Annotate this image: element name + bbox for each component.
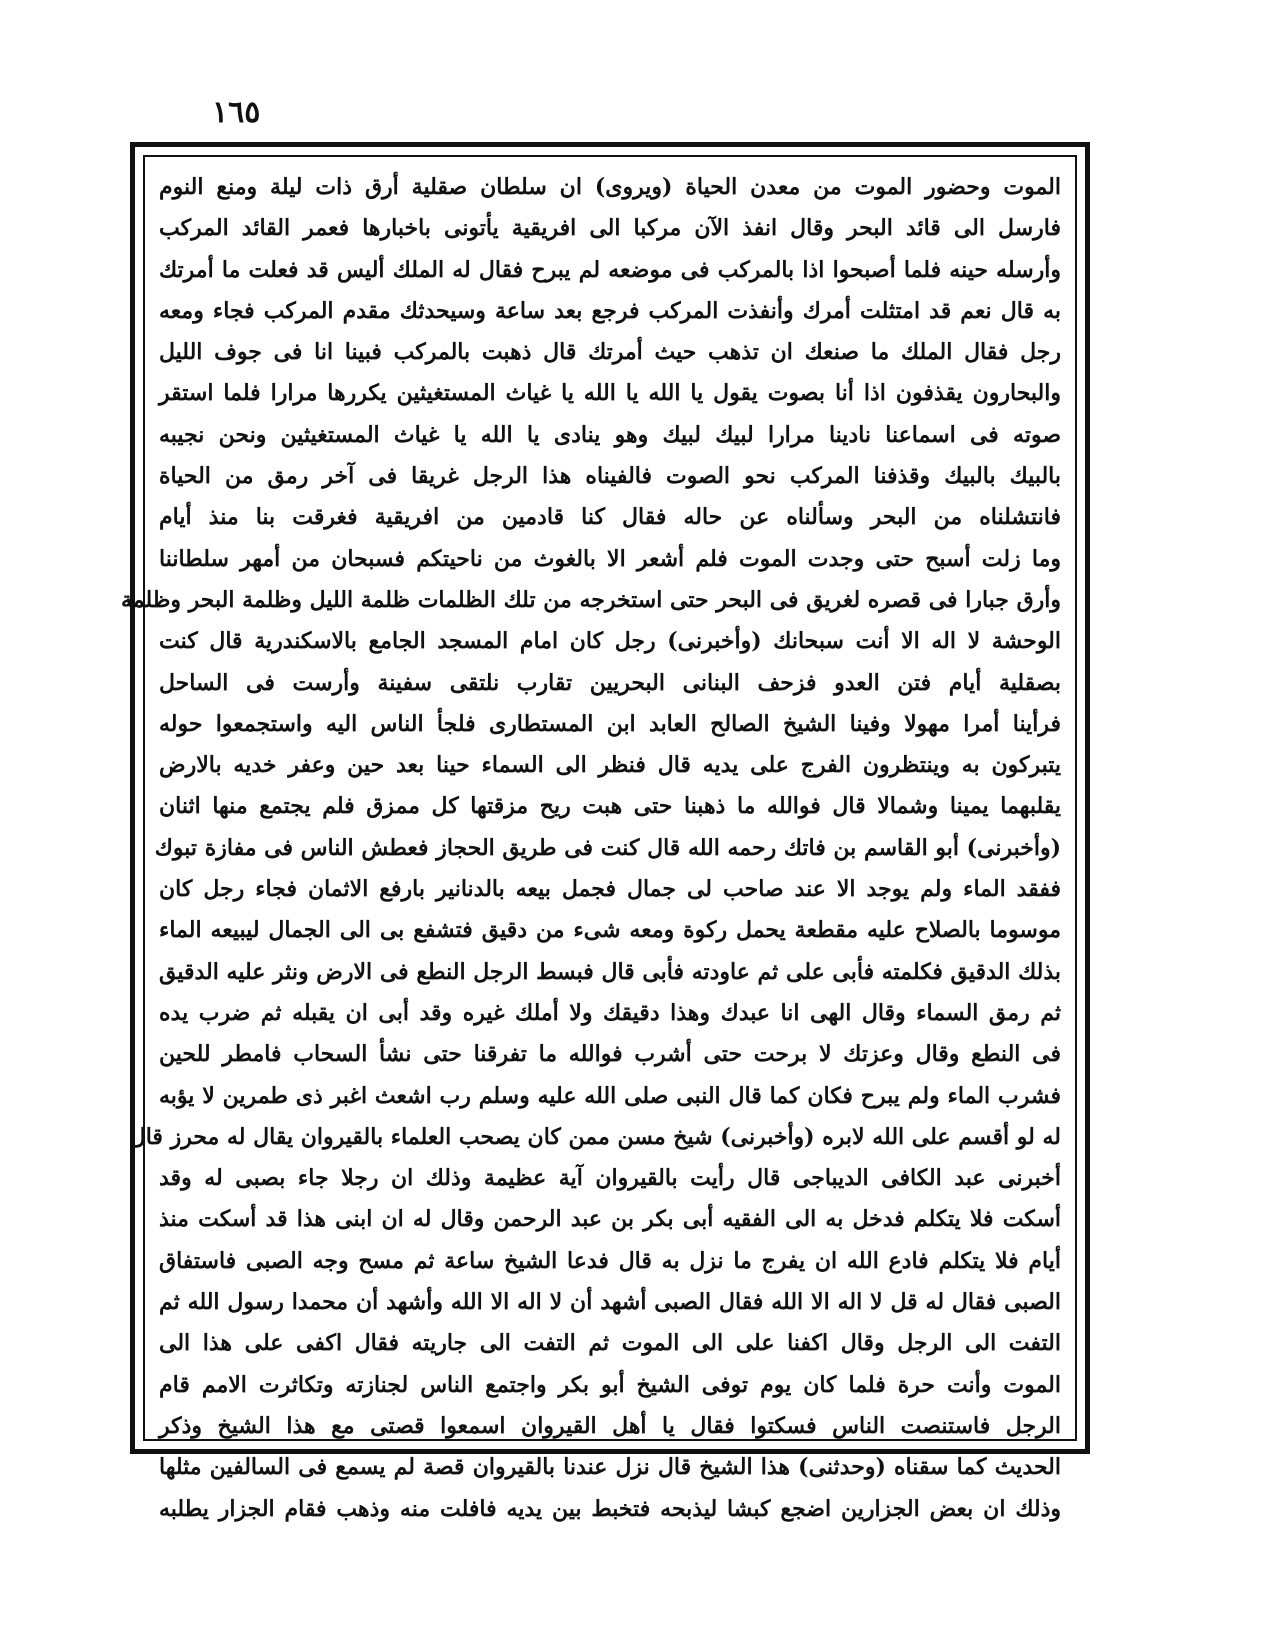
text-line: بصقلية أيام فتن العدو فزحف البنانى البحريين تقارب نلتقى سفينة وأرست فى الساحل xyxy=(159,669,1061,696)
text-line: فرأينا أمرا مهولا وفينا الشيخ الصالح العابد ابن المستطارى فلجأ الناس اليه واستجمعوا حوله xyxy=(159,710,1061,737)
text-line: وذلك ان بعض الجزارين اضجع كبشا ليذبحه فتخبط بين يديه فافلت منه وذهب فقام الجزار يطلبه xyxy=(159,1495,1061,1522)
page-number: ١٦٥ xyxy=(212,95,261,130)
text-line: الوحشة لا اله الا أنت سبحانك (وأخبرنى) رجل كان امام المسجد الجامع بالاسكندرية قال كنت xyxy=(159,628,1061,655)
text-line: أيام فلا يتكلم فادع الله ان يفرج ما نزل به قال فدعا الشيخ ساعة ثم مسح وجه الصبى فاستفاق xyxy=(159,1247,1061,1274)
text-line: وأرق جبارا فى قصره لغريق فى البحر حتى استخرجه من تلك الظلمات ظلمة الليل وظلمة البحر وظلمة xyxy=(121,586,1061,613)
text-line: وأرسله حينه فلما أصبحوا اذا بالمركب فى موضعه لم يبرح فقال له الملك أليس قد فعلت ما أمرتك xyxy=(159,256,1062,283)
page-border-inner xyxy=(121,155,1077,1522)
text-line: موسوما بالصلاح عليه مقطعة يحمل ركوة ومعه شىء من دقيق فتشفع بى الى الجمال ليبيعه الماء xyxy=(159,917,1061,944)
text-line: وما زلت أسبح حتى وجدت الموت فلم أشعر الا بالغوث من ناحيتكم فسبحان من أمهر سلطاننا xyxy=(159,545,1061,572)
text-line: يتبركون به وينتظرون الفرج على يديه قال فنظر الى السماء حينا بعد حين وعفر خديه بالارض xyxy=(159,752,1061,779)
text-line: التفت الى الرجل وقال اكفنا على الى الموت ثم التفت الى جاريته فقال اكفى على هذا الى xyxy=(159,1330,1061,1357)
text-line: ففقد الماء ولم يوجد الا عند صاحب لى جمال فجمل بيعه بالدنانير بارفع الاثمان فجاء رجل كان xyxy=(159,876,1061,903)
text-line: الرجل فاستنصت الناس فسكتوا فقال يا أهل القيروان اسمعوا قصتى مع هذا الشيخ وذكر xyxy=(159,1412,1061,1439)
text-line: الموت وحضور الموت من معدن الحياة (ويروى) ان سلطان صقلية أرق ذات ليلة ومنع النوم xyxy=(159,174,1061,200)
text-line: صوته فى اسماعنا نادينا مرارا لبيك لبيك وهو ينادى يا الله يا غياث المستغيثين ونحن نجيبه xyxy=(159,421,1061,448)
text-line: بذلك الدقيق فكلمته فأبى على ثم عاودته فأبى قال فبسط الرجل النطع فى الارض ونثر عليه الدقيق xyxy=(159,958,1061,985)
text-line: ثم رمق السماء وقال الهى انا عبدك وهذا دقيقك ولا أملك غيره وقد أبى ان يقبله ثم ضرب يده xyxy=(159,999,1061,1026)
text-line: أخبرنى عبد الكافى الديباجى قال رأيت بالقيروان آية عظيمة وذلك ان رجلا جاء بصبى له وقد xyxy=(159,1165,1061,1192)
text-line: فانتشلناه من البحر وسألناه عن حاله فقال كنا قادمين من افريقية فغرقت بنا منذ أيام xyxy=(159,504,1061,531)
text-line: (وأخبرنى) أبو القاسم بن فاتك رحمه الله قال كنت فى طريق الحجاز فعطش الناس فى مفازة تبوك xyxy=(154,834,1061,861)
text-line: به قال نعم قد امتثلت أمرك وأنفذت المركب فرجع بعد ساعة وسيحدثك مقدم المركب فجاء ومعه xyxy=(159,297,1061,324)
text-line: والبحارون يقذفون اذا أنا بصوت يقول يا الله يا الله يا غياث المستغيثين يكررها مرارا فلما استقر xyxy=(159,380,1061,407)
text-line: فى النطع وقال وعزتك لا برحت حتى أشرب فوالله ما تفرقنا حتى نشأ السحاب فامطر للحين xyxy=(159,1041,1061,1068)
text-line: له لو أقسم على الله لابره (وأخبرنى) شيخ مسن ممن كان يصحب العلماء بالقيروان يقال له محرز قال xyxy=(129,1123,1061,1150)
text-line: فشرب الماء ولم يبرح فكان كما قال النبى صلى الله عليه وسلم رب اشعث اغبر ذى طمرين لا يؤبه xyxy=(159,1082,1061,1109)
text-line: الصبى فقال له قل لا اله الا الله فقال الصبى أشهد أن لا اله الا الله وأشهد أن محمدا رسول الله ثم xyxy=(159,1289,1061,1316)
text-line: أسكت فلا يتكلم فدخل به الى الفقيه أبى بكر بن عبد الرحمن وقال له ان ابنى هذا قد أسكت منذ xyxy=(159,1206,1061,1233)
body-text xyxy=(121,167,1062,1530)
text-line: بالبيك بالبيك وقذفنا المركب نحو الصوت فالفيناه هذا الرجل غريقا فى آخر رمق من الحياة xyxy=(159,463,1061,490)
text-line: رجل فقال الملك ما صنعك ان تذهب حيث أمرتك قال ذهبت بالمركب فبينا انا فى جوف الليل xyxy=(159,339,1061,366)
text-line: الموت وأنت حرة فلما كان يوم توفى الشيخ أبو بكر واجتمع الناس لجنازته وتكاثرت الامم قام xyxy=(159,1371,1061,1398)
text-line: فارسل الى قائد البحر وقال انفذ الآن مركبا الى افريقية يأتونى باخبارها فعمر القائد المركب xyxy=(159,215,1061,242)
page-border-outer xyxy=(121,142,1090,1522)
text-line: يقلبهما يمينا وشمالا قال فوالله ما ذهبنا حتى هبت ريح مزقتها كل ممزق فلم يجتمع منها اثنان xyxy=(159,793,1061,820)
text-line: الحديث كما سقناه (وحدثنى) هذا الشيخ قال نزل عندنا بالقيروان قصة لم يسمع فى السالفين مثلها xyxy=(159,1454,1061,1481)
